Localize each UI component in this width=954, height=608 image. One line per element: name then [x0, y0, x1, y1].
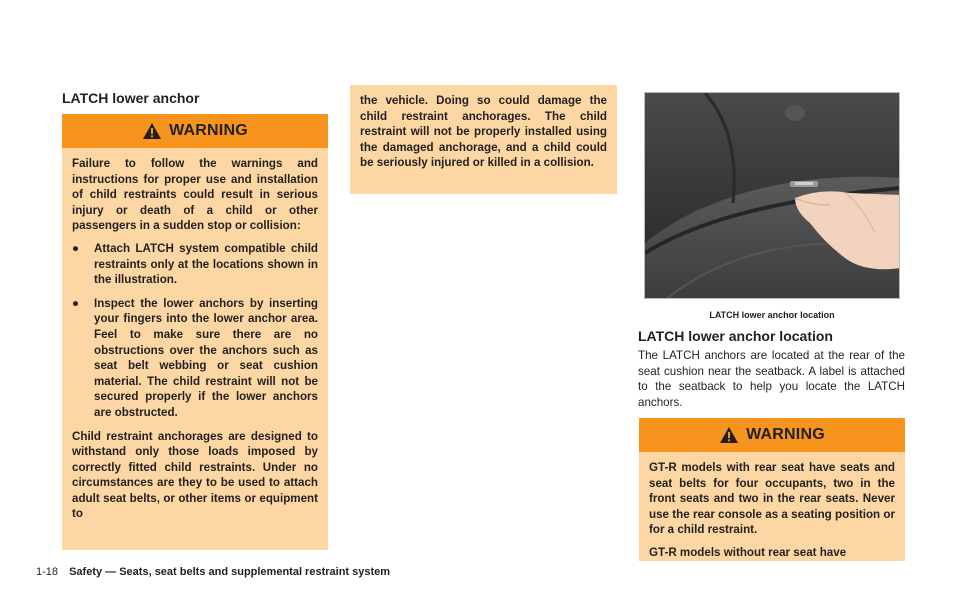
warning-title: WARNING	[169, 122, 248, 139]
warning-box-latch	[62, 114, 328, 550]
warning-header	[62, 114, 328, 148]
warning-triangle-icon	[142, 122, 162, 140]
warning-header	[639, 418, 905, 452]
warning-bullet-item	[72, 296, 318, 421]
page-footer	[36, 566, 390, 578]
warning-box-gtr	[639, 418, 905, 561]
warning-continuation-box	[350, 85, 617, 194]
latch-anchor-photo	[644, 92, 900, 299]
section-heading-latch-lower-anchor-location: LATCH lower anchor location	[638, 328, 833, 344]
latch-anchor-illustration	[645, 93, 900, 299]
warning-bullet-text: Inspect the lower anchors by inserting your fingers into the lower anchor area. Feel to make sure there are no obstructions over the anchors such as seat belt webbing or seat cushion material. The child restraint will not be secured properly if the lower anchors are obstructed.	[94, 296, 318, 419]
section-heading-latch-lower-anchor: LATCH lower anchor	[62, 90, 200, 106]
bullet-icon: ●	[72, 241, 80, 255]
bullet-icon: ●	[72, 296, 80, 310]
footer-section-title: Safety — Seats, seat belts and supplemental restraint system	[69, 566, 391, 578]
warning-body	[62, 148, 328, 522]
warning-paragraph: GT-R models without rear seat have	[649, 545, 847, 559]
page-number: 1-18	[36, 566, 59, 578]
warning-paragraph: Child restraint anchorages are designed to withstand only those loads imposed by correctly fitted child restraints. Under no circumstances are they to be used to attach adult seat belts, or other items or equipment to	[72, 429, 318, 521]
warning-triangle-icon	[719, 426, 739, 444]
warning-body	[639, 452, 905, 561]
latch-location-body: The LATCH anchors are located at the rear of the seat cushion near the seatback. A label is attached to the seatback to help you locate the LATCH anchors.	[638, 349, 905, 409]
warning-paragraph: GT-R models with rear seat have seats and seat belts for four occupants, two in the front seats and two in the rear seats. Never use the rear console as a seating position or for a child restraint.	[649, 461, 895, 537]
warning-continuation-text: the vehicle. Doing so could damage the child restraint anchorages. The child restraint will not be properly installed using the damaged anchorage, and a child could be seriously injured or killed in a collision.	[360, 94, 607, 170]
image-caption: LATCH lower anchor location	[709, 310, 835, 320]
warning-bullet-list	[72, 241, 318, 421]
warning-bullet-text: Attach LATCH system compatible child restraints only at the locations shown in the illustration.	[94, 241, 318, 287]
warning-intro: Failure to follow the warnings and instructions for proper use and installation of child restraints could result in serious injury or death of a child or other passengers in a sudden stop or collision:	[72, 157, 318, 233]
warning-title: WARNING	[746, 426, 825, 443]
warning-bullet-item	[72, 241, 318, 288]
